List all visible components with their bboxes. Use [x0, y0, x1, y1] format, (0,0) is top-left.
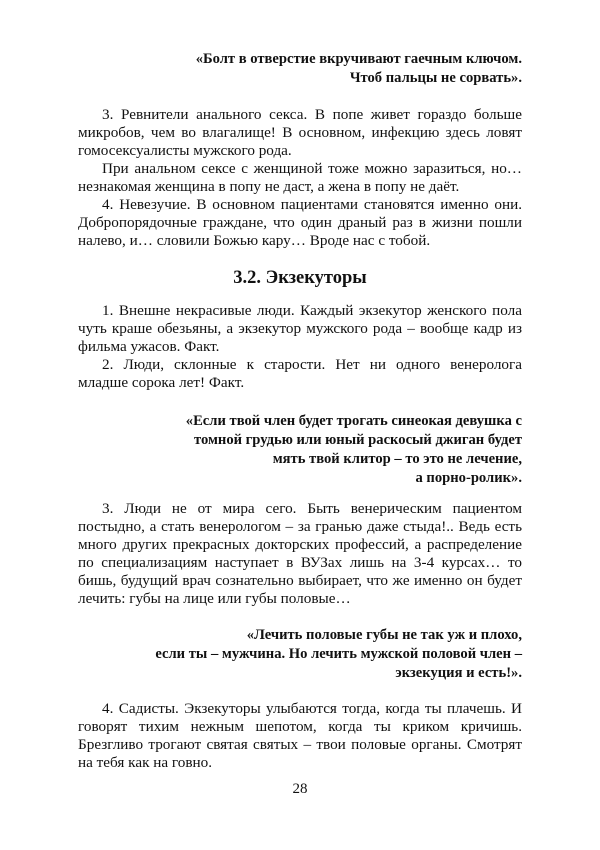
epigraph-labia — [155, 626, 522, 683]
epigraph-line: мять твой клитор – то это не лечение, — [272, 451, 522, 467]
paragraph-ugly-people: 1. Внешне некрасивые люди. Каждый экзекутор женского пола чуть краше обезьяны, а экзекутор мужского рода – вообще кадр из фильма ужасов. Факт. — [78, 302, 522, 355]
epigraph-line: а порно-ролик». — [415, 470, 522, 486]
paragraph-anal-sex-lovers: 3. Ревнители анального секса. В попе живет гораздо больше микробов, чем во влагалище! В основном, инфекцию здесь ловят гомосексуалисты мужского рода. — [78, 106, 522, 159]
epigraph-line: «Если твой член будет трогать синеокая девушка с — [185, 413, 522, 429]
section-heading: 3.2. Экзекуторы — [233, 268, 367, 288]
epigraph-line: «Болт в отверстие вкручивают гаечным ключом. — [195, 51, 522, 67]
paragraph-unlucky: 4. Невезучие. В основном пациентами становятся именно они. Добропорядочные граждане, что один драный раз в жизни пошли налево, и… словили Божью кару… Вроде нас с тобой. — [78, 196, 522, 249]
paragraph-anal-sex-women: При анальном сексе с женщиной тоже можно заразиться, но… незнакомая женщина в попу не даст, а жена в попу не даёт. — [78, 160, 522, 195]
epigraph-line: Чтоб пальцы не сорвать». — [349, 70, 522, 86]
epigraph-line: томной грудью или юный раскосый джиган будет — [193, 432, 522, 448]
paragraph-not-of-this-world: 3. Люди не от мира сего. Быть венерическим пациентом постыдно, а стать венерологом – за гранью даже стыда!.. Ведь есть много других прекрасных докторских профессий, а распределение по специализациям наступает в ВУЗах лишь на 3-4 курсах… то бишь, будущий врач сознательно выбирает, что же именно он будет лечить: губы на лице или губы половые… — [78, 500, 522, 607]
epigraph-bolt — [196, 50, 522, 88]
epigraph-line: экзекуция и есть!». — [395, 665, 522, 681]
paragraph-sadists: 4. Садисты. Экзекуторы улыбаются тогда, когда ты плачешь. И говорят тихим нежным шепотом, когда ты криком кричишь. Брезгливо трогают святая святых – твои половые органы. Смотрят на тебя как на говно. — [78, 700, 522, 771]
epigraph-line: если ты – мужчина. Но лечить мужской половой член – — [155, 646, 522, 662]
page-number: 28 — [292, 781, 308, 797]
paragraph-old-people: 2. Люди, склонные к старости. Нет ни одного венеролога младше сорока лет! Факт. — [78, 356, 522, 391]
epigraph-blue-eyed — [186, 412, 522, 488]
epigraph-line: «Лечить половые губы не так уж и плохо, — [246, 627, 522, 643]
